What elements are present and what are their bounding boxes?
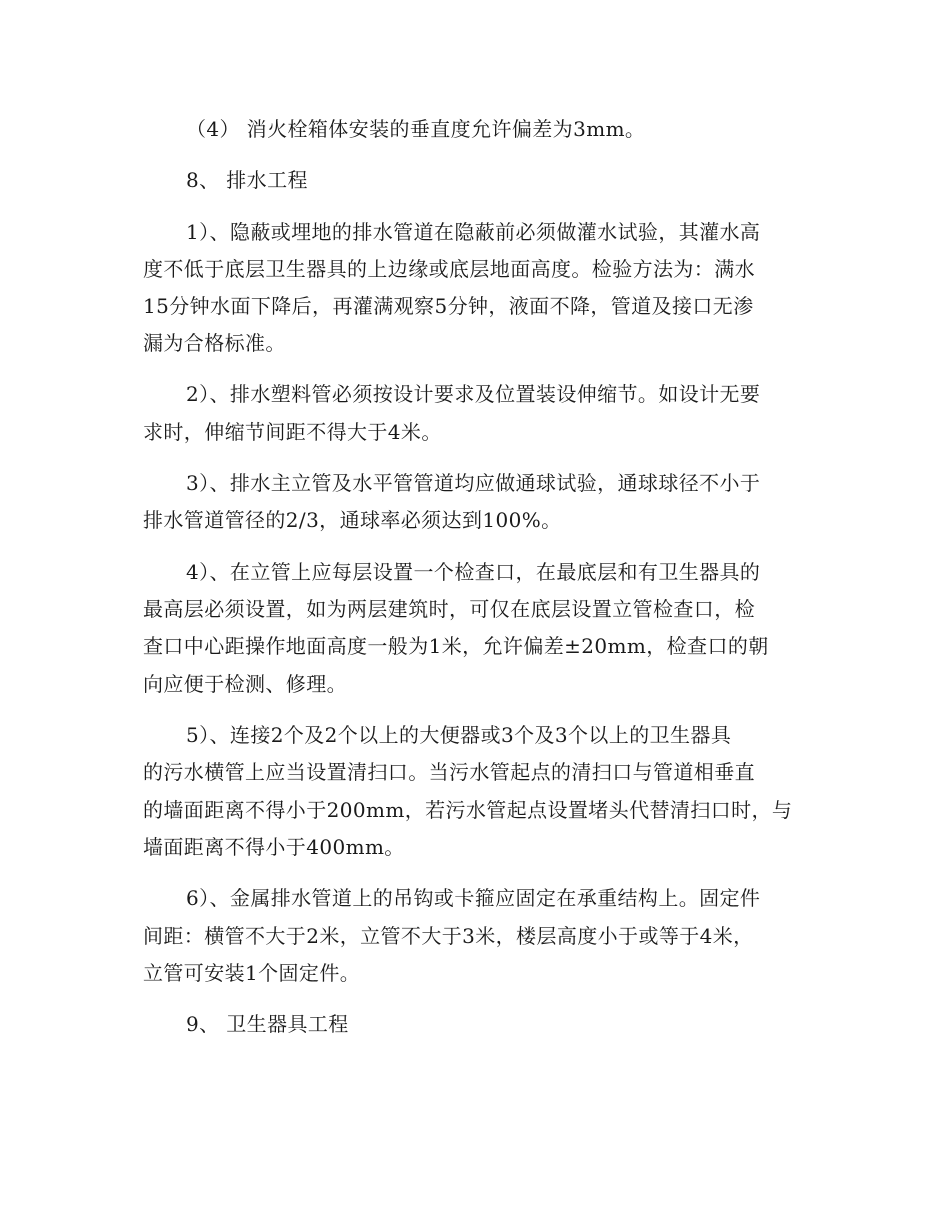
paragraph-line: 4）、在立管上应每层设置一个检查口，在最底层和有卫生器具的 <box>186 560 761 584</box>
paragraph-line: 2）、排水塑料管必须按设计要求及位置装设伸缩节。如设计无要 <box>186 382 761 406</box>
paragraph-line: 漏为合格标准。 <box>143 331 286 355</box>
paragraph-line: 5）、连接2个及2个以上的大便器或3个及3个以上的卫生器具 <box>186 723 732 747</box>
paragraph-line: 3）、排水主立管及水平管管道均应做通球试验，通球球径不小于 <box>186 471 761 495</box>
paragraph-line: 间距：横管不大于2米，立管不大于3米，楼层高度小于或等于4米， <box>143 924 754 948</box>
paragraph-line: 15分钟水面下降后，再灌满观察5分钟，液面不降，管道及接口无渗 <box>143 294 754 318</box>
paragraph-line: 向应便于检测、修理。 <box>143 672 347 696</box>
paragraph-line: 的污水横管上应当设置清扫口。当污水管起点的清扫口与管道相垂直 <box>143 760 755 784</box>
paragraph-line: 最高层必须设置，如为两层建筑时，可仅在底层设置立管检查口，检 <box>143 597 755 621</box>
paragraph-line: 立管可安装1个固定件。 <box>143 961 361 985</box>
paragraph-line: 的墙面距离不得小于200mm，若污水管起点设置堵头代替清扫口时，与 <box>143 798 793 822</box>
paragraph-line: 6）、金属排水管道上的吊钩或卡箍应固定在承重结构上。固定件 <box>186 886 761 910</box>
section-heading-drainage: 8、 排水工程 <box>186 168 308 192</box>
paragraph-line: 墙面距离不得小于400mm。 <box>143 835 405 859</box>
paragraph-line: 1）、隐蔽或埋地的排水管道在隐蔽前必须做灌水试验，其灌水高 <box>186 220 761 244</box>
paragraph-line: 求时，伸缩节间距不得大于4米。 <box>143 420 442 444</box>
paragraph-fire-hydrant-tolerance: （4） 消火栓箱体安装的垂直度允许偏差为3mm。 <box>186 117 646 141</box>
paragraph-line: 查口中心距操作地面高度一般为1米，允许偏差±20mm，检查口的朝 <box>143 634 769 658</box>
paragraph-line: 度不低于底层卫生器具的上边缘或底层地面高度。检验方法为：满水 <box>143 257 755 281</box>
section-heading-sanitary-ware: 9、 卫生器具工程 <box>186 1012 349 1036</box>
paragraph-line: 排水管道管径的2/3，通球率必须达到100%。 <box>143 508 562 532</box>
